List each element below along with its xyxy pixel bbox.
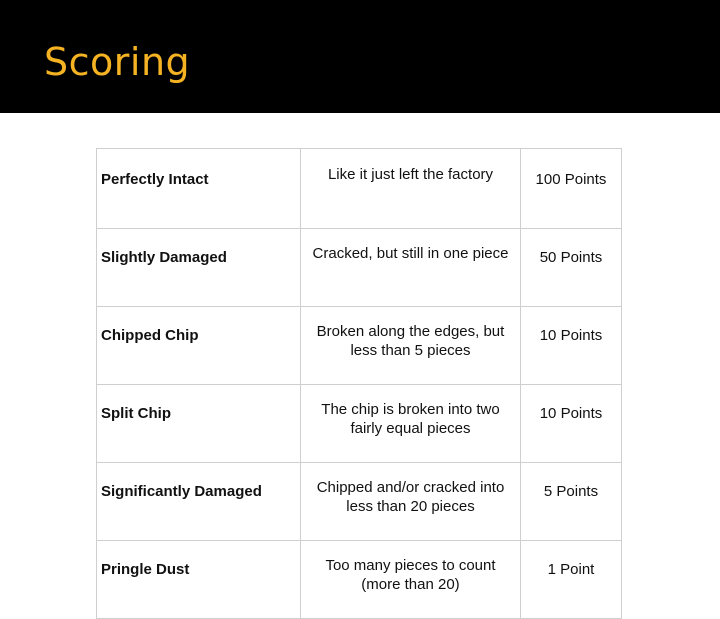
condition-cell: Significantly Damaged — [97, 463, 301, 541]
slide-title: Scoring — [44, 40, 191, 84]
table-row — [97, 385, 622, 463]
description-cell: Like it just left the factory — [301, 149, 521, 229]
description-cell: The chip is broken into two fairly equal pieces — [301, 385, 521, 463]
description-cell: Too many pieces to count (more than 20) — [301, 541, 521, 619]
points-cell: 1 Point — [521, 541, 622, 619]
table-row — [97, 307, 622, 385]
condition-cell: Split Chip — [97, 385, 301, 463]
points-cell: 10 Points — [521, 385, 622, 463]
condition-cell: Perfectly Intact — [97, 149, 301, 229]
table-row — [97, 463, 622, 541]
points-cell: 10 Points — [521, 307, 622, 385]
table-row — [97, 541, 622, 619]
description-cell: Cracked, but still in one piece — [301, 229, 521, 307]
title-bar — [0, 0, 720, 113]
condition-cell: Slightly Damaged — [97, 229, 301, 307]
table-row — [97, 149, 622, 229]
description-cell: Chipped and/or cracked into less than 20 pieces — [301, 463, 521, 541]
points-cell: 50 Points — [521, 229, 622, 307]
scoring-table — [96, 148, 622, 619]
description-cell: Broken along the edges, but less than 5 pieces — [301, 307, 521, 385]
table-row — [97, 229, 622, 307]
points-cell: 100 Points — [521, 149, 622, 229]
points-cell: 5 Points — [521, 463, 622, 541]
condition-cell: Pringle Dust — [97, 541, 301, 619]
condition-cell: Chipped Chip — [97, 307, 301, 385]
